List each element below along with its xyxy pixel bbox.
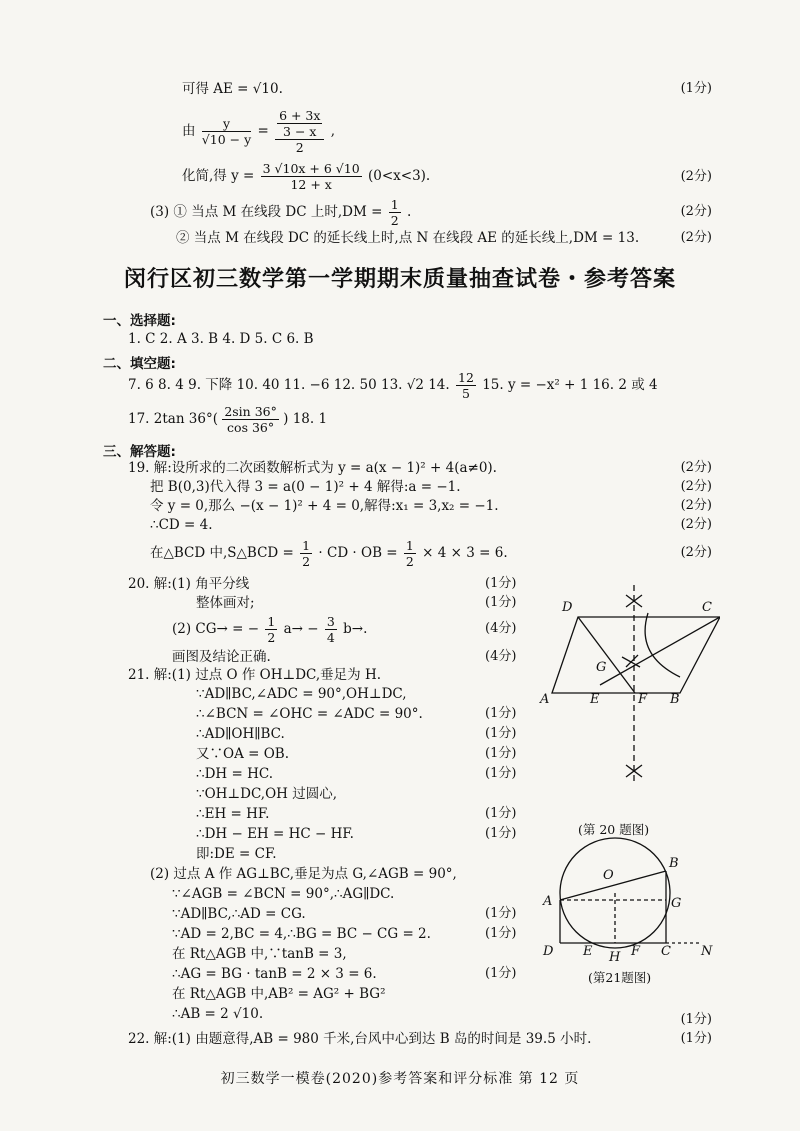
score: (1分)	[485, 966, 517, 981]
parallelogram-abcd	[552, 617, 720, 693]
score: (1分)	[680, 1031, 712, 1046]
text: 化简,得 y =	[182, 168, 255, 184]
text-line: 画图及结论正确.	[172, 649, 271, 665]
score: (1分)	[485, 826, 517, 841]
score: (1分)	[680, 1012, 712, 1027]
label-e: E	[583, 944, 593, 959]
text: · CD · OB =	[318, 545, 398, 561]
denominator: 2	[390, 213, 399, 228]
text: 由	[182, 123, 196, 139]
label-h: H	[609, 950, 621, 965]
construction-arc	[645, 613, 680, 677]
label-o: O	[603, 868, 614, 883]
score: (1分)	[485, 706, 517, 721]
label-d: D	[562, 600, 573, 615]
text: ,	[330, 123, 336, 139]
text-line: 令 y = 0,那么 −(x − 1)² + 4 = 0,解得:x₁ = 3,x₂ = −1.	[150, 498, 499, 514]
fraction	[265, 614, 277, 645]
denominator: 5	[461, 386, 470, 401]
score: (2分)	[680, 169, 712, 184]
fraction	[277, 108, 322, 139]
section-heading: 三、解答题:	[103, 444, 176, 460]
fraction	[261, 161, 362, 192]
text-line: ∴EH = HF.	[196, 806, 270, 822]
answers-line	[128, 368, 658, 402]
figure-20-diagram	[530, 585, 720, 810]
score: (1分)	[485, 906, 517, 921]
text-line: ∴DH = HC.	[196, 766, 273, 782]
label-f: F	[631, 944, 641, 959]
denominator: 4	[326, 630, 335, 645]
label-g: G	[596, 660, 607, 675]
text: 15. y = −x² + 1 16. 2 或 4	[482, 377, 658, 393]
numerator: 3 √10x + 6 √10	[262, 161, 360, 176]
text-line: 在 Rt△AGB 中,AB² = AG² + BG²	[172, 986, 386, 1002]
fraction	[202, 116, 251, 147]
text-line: ∴CD = 4.	[150, 517, 213, 533]
fraction	[389, 197, 401, 228]
section-heading: 一、选择题:	[103, 313, 176, 329]
text-line: ∵∠AGB = ∠BCN = 90°,∴AG∥DC.	[172, 886, 395, 902]
text-line: ∴AD∥OH∥BC.	[196, 726, 285, 742]
denominator: cos 36°	[227, 420, 275, 435]
text-line: ∵AD∥BC,∠ADC = 90°,OH⊥DC,	[196, 686, 407, 702]
text: ) 18. 1	[283, 411, 328, 427]
label-n: N	[701, 944, 713, 959]
label-a: A	[543, 894, 553, 909]
score: (4分)	[485, 649, 517, 664]
score: (4分)	[485, 621, 517, 636]
numerator: 1	[390, 197, 399, 212]
score: (2分)	[680, 230, 712, 245]
text-line: ∴∠BCN = ∠OHC = ∠ADC = 90°.	[196, 706, 423, 722]
label-g: G	[671, 896, 682, 911]
score: (1分)	[485, 806, 517, 821]
text-line: 20. 解:(1) 角平分线	[128, 576, 250, 592]
text-line: 整体画对;	[196, 595, 255, 611]
numerator: 12	[458, 370, 474, 385]
denominator: 2	[405, 554, 414, 569]
text-line: ∵AD∥BC,∴AD = CG.	[172, 906, 306, 922]
label-b: B	[669, 856, 679, 871]
score: (1分)	[680, 81, 712, 96]
numerator: 1	[405, 538, 414, 553]
fraction	[275, 108, 324, 155]
text: .	[406, 204, 412, 220]
text-line: ∵OH⊥DC,OH 过圆心,	[196, 786, 338, 802]
numerator: 6 + 3x	[279, 108, 321, 123]
formula-line	[150, 536, 508, 570]
text: 17. 2tan 36°(	[128, 411, 219, 427]
text-line: 又∵OA = OB.	[196, 746, 289, 762]
denominator: 2	[302, 554, 311, 569]
score: (2分)	[680, 498, 712, 513]
text-line: ∴AB = 2 √10.	[172, 1006, 264, 1022]
score: (1分)	[485, 726, 517, 741]
text: 在△BCD 中,S△BCD =	[150, 545, 294, 561]
text: a→ −	[283, 621, 319, 637]
score: (1分)	[485, 926, 517, 941]
denominator: 12 + x	[290, 177, 332, 192]
text-line: ② 当点 M 在线段 DC 的延长线上时,点 N 在线段 AE 的延长线上,DM = 13.	[176, 230, 640, 246]
fraction	[456, 370, 476, 401]
text: b→.	[343, 621, 368, 637]
score: (1分)	[485, 576, 517, 591]
numerator: 1	[302, 538, 311, 553]
numerator: 1	[267, 614, 276, 629]
score: (2分)	[680, 460, 712, 475]
denominator: √10 − y	[201, 132, 252, 147]
text-line: 21. 解:(1) 过点 O 作 OH⊥DC,垂足为 H.	[128, 667, 382, 683]
label-c: C	[702, 600, 712, 615]
fraction	[325, 614, 337, 645]
fraction	[404, 538, 416, 569]
text-line: 19. 解:设所求的二次函数解析式为 y = a(x − 1)² + 4(a≠0).	[128, 460, 497, 476]
text-line: 即:DE = CF.	[196, 846, 277, 862]
figure-caption: (第21题图)	[588, 970, 652, 985]
label-d: D	[543, 944, 554, 959]
text: (3) ① 当点 M 在线段 DC 上时,DM =	[150, 204, 383, 220]
figure-21-diagram	[535, 835, 720, 965]
formula-line	[182, 101, 335, 161]
answers-line	[128, 402, 327, 436]
text: (2) CG→ = −	[172, 621, 260, 637]
page-footer: 初三数学一模卷(2020)参考答案和评分标准 第 12 页	[220, 1071, 580, 1087]
label-b: B	[670, 692, 680, 707]
score: (2分)	[680, 545, 712, 560]
text-line: 在 Rt△AGB 中,∵tanB = 3,	[172, 946, 347, 962]
text-line: ∵AD = 2,BC = 4,∴BG = BC − CG = 2.	[172, 926, 431, 942]
text: 7. 6 8. 4 9. 下降 10. 40 11. −6 12. 50 13. √2 14.	[128, 377, 450, 393]
text-line: 把 B(0,3)代入得 3 = a(0 − 1)² + 4 解得:a = −1.	[150, 479, 461, 495]
text: × 4 × 3 = 6.	[422, 545, 508, 561]
formula-line	[182, 158, 430, 194]
figure-caption: (第 20 题图)	[578, 822, 650, 837]
label-c: C	[661, 944, 671, 959]
score: (2分)	[680, 479, 712, 494]
label-f: F	[638, 692, 648, 707]
denominator: 2	[267, 630, 276, 645]
numerator: 3	[326, 614, 335, 629]
label-a: A	[540, 692, 550, 707]
score: (2分)	[680, 204, 712, 219]
text-line: 可得 AE = √10.	[182, 81, 283, 97]
section-heading: 二、填空题:	[103, 356, 176, 372]
fraction	[300, 538, 312, 569]
numerator: 2sin 36°	[224, 404, 277, 419]
denominator: 2	[295, 140, 304, 155]
denominator: 3 − x	[283, 124, 317, 139]
formula-line	[150, 196, 411, 228]
text: (0<x<3).	[367, 168, 431, 184]
text-line: ∴DH − EH = HC − HF.	[196, 826, 354, 842]
formula-line	[172, 612, 367, 646]
text-line: (2) 过点 A 作 AG⊥BC,垂足为点 G,∠AGB = 90°,	[150, 866, 457, 882]
numerator	[275, 108, 324, 140]
score: (1分)	[485, 595, 517, 610]
text-line: 22. 解:(1) 由题意得,AB = 980 千米,台风中心到达 B 岛的时间是 39.5 小时.	[128, 1031, 592, 1047]
score: (1分)	[485, 746, 517, 761]
score: (1分)	[485, 766, 517, 781]
fraction	[222, 404, 279, 435]
text: =	[257, 123, 269, 139]
score: (2分)	[680, 517, 712, 532]
text-line: ∴AG = BG · tanB = 2 × 3 = 6.	[172, 966, 377, 982]
page-title: 闵行区初三数学第一学期期末质量抽查试卷・参考答案	[123, 267, 676, 292]
label-e: E	[590, 692, 600, 707]
numerator: y	[202, 116, 251, 132]
answers-line: 1. C 2. A 3. B 4. D 5. C 6. B	[128, 331, 314, 347]
